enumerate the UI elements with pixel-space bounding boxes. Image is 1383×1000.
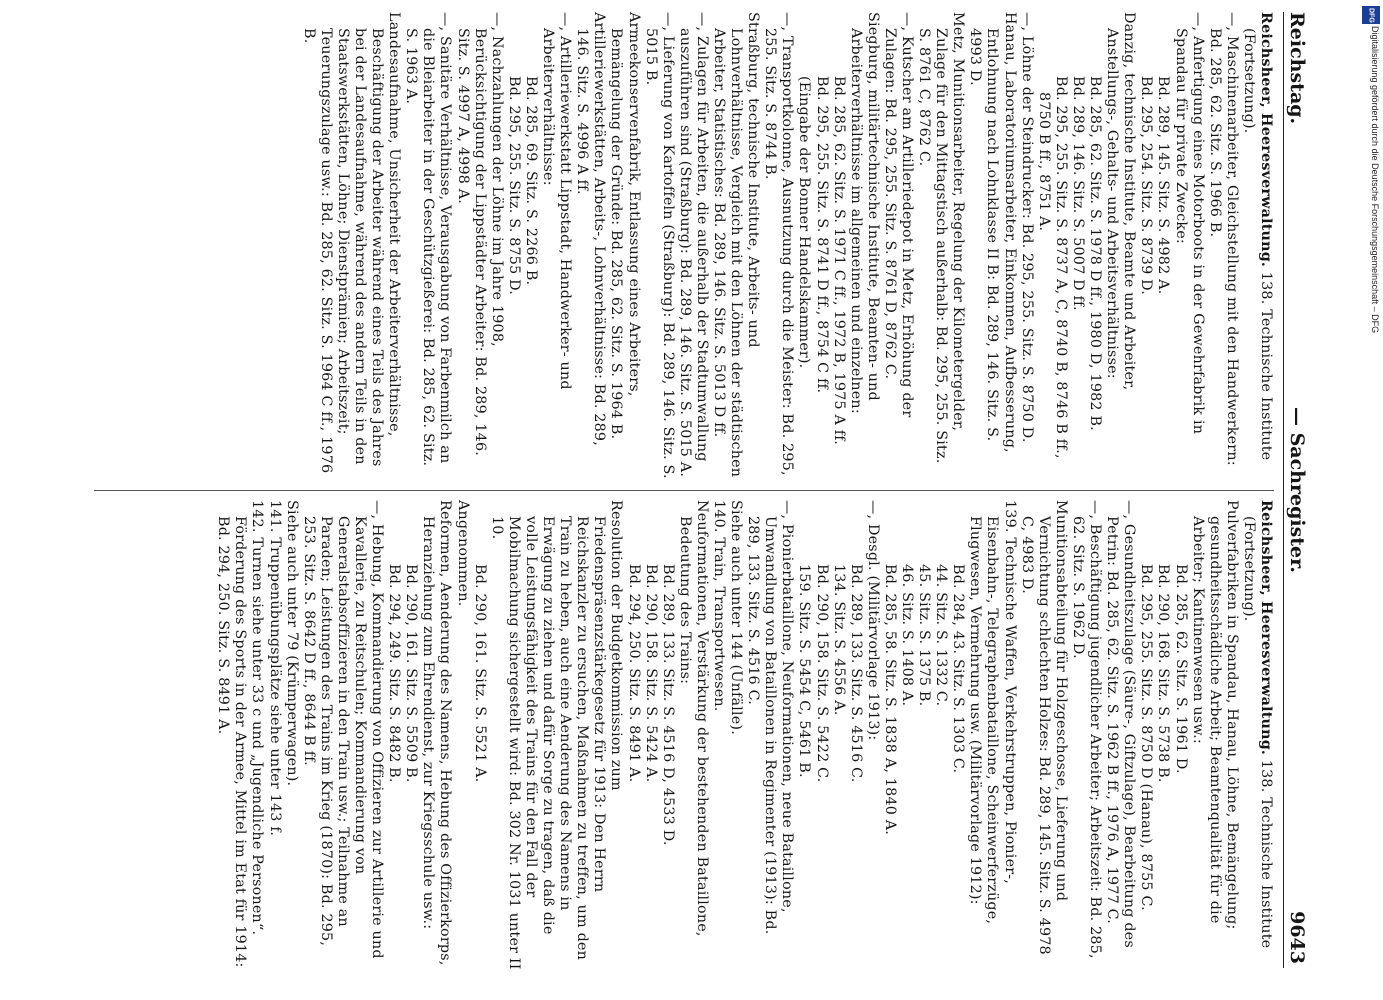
index-entry: Danzig, technische Institute, Beamte und Arbeiter, Anstellungs-, Gehalts- und Arbeitsverhältnisse:: [1104, 12, 1138, 396]
index-entry: Bd. 295, 255. Sitz. S. 8750 D (Hanau), 8755 C.: [1138, 564, 1155, 911]
index-entry: Bd. 285, 69. Sitz. S. 2266 B.: [522, 76, 539, 286]
index-entry: 44. Sitz. S. 1332 C.: [933, 564, 950, 707]
index-entry: Bd. 285, 62. Sitz. S. 1961 D.: [1172, 564, 1189, 774]
index-entry: 159. Sitz. S. 5454 C, 5461 B.: [796, 564, 813, 778]
index-entry: Bd. 294, 250. Sitz. S. 8491 A.: [625, 564, 642, 783]
index-entry: Bd. 289, 146. Sitz. S. 5007 D ff.: [1069, 76, 1086, 311]
index-entry: —, Lieferung von Kartoffeln (Straßburg): Bd. 289, 146. Sitz. S. 5015 B.: [642, 12, 676, 484]
index-entry: —, Löhne der Steindrucker: Bd. 295, 255. Sitz. S. 8750 D.: [1018, 12, 1035, 443]
index-entry: Bd. 284, 43. Sitz. S. 1303 C.: [950, 564, 967, 774]
index-entry: Reformen, Aenderung des Namens, Hebung des Offizierkorps, Heranziehung zum Ehrendienst, zur Kriegsschule usw.:: [420, 500, 454, 971]
index-entry: Landesaufnahme, Unsicherheit der Arbeiterverhältnisse, Beschäftigung der Arbeiter während eines Teils des Jahres bei der Landesaufnahme, während des andern Teils in den Staatswerkstätten, Löhne; Dienstprämien; Arbeitszeit; Teuerungszulage usw.: Bd. 285, 62. Sitz. S. 1964 C ff., 1976 B.: [300, 12, 403, 479]
right-column: [70, 500, 1274, 975]
header-center: — Sachregister.: [1286, 406, 1308, 574]
right-column-heading: Reichsheer, Heeresverwaltung. 138. Technische Institute (Fortsetzung).: [1240, 500, 1274, 954]
index-entry: —, Zulagen für Arbeiten, die außerhalb der Stadtumwallung auszuführen sind (Straßburg): Bd. 289, 146. Sitz. S. 5015 A.: [676, 12, 710, 478]
index-entry: —, Transportkolonne, Ausnutzung durch die Meister: Bd. 295, 255. Sitz. S. 8744 B.: [762, 12, 796, 481]
index-entry: Siehe auch unter 144 (Unfälle).: [728, 500, 745, 735]
left-column-heading: Reichsheer, Heeresverwaltung. 138. Technische Institute (Fortsetzung).: [1240, 12, 1274, 466]
index-entry: —, Maschinenarbeiter, Gleichstellung mit den Handwerkern: Bd. 285, 62. Sitz. S. 1966 B.: [1206, 12, 1240, 471]
index-entry: —, Pionierbataillone, Neuformationen, neue Bataillone, Umwandlung von Bataillonen in Regimenter (1913): Bd. 289, 133. Sitz. S. 4516 C.: [745, 500, 796, 940]
index-entry: 45. Sitz. S. 1375 B.: [916, 564, 933, 707]
index-entry: Bd. 285, 58. Sitz. S. 1838 A, 1840 A.: [881, 564, 898, 836]
index-entry: Armeekonservenfabrik, Entlassung eines Arbeiters, Bemängelung der Gründe: Bd. 285, 62. Sitz. S. 1964 B.: [608, 12, 642, 440]
index-entry: Angenommen.: [454, 500, 471, 607]
index-entry: Siehe auch unter 79 (Krümperwagen).: [283, 500, 300, 787]
index-entry: Bd. 290, 161. Sitz. S. 5521 A.: [471, 564, 488, 783]
index-entry: Bd. 289, 145. Sitz. S. 4982 A.: [1155, 76, 1172, 295]
index-entry: —, Gesundheitszulage (Säure-, Giftzulage), Bearbeitung des Petrin: Bd. 285, 62. Sitz. S. 1962 B ff., 1976 A, 1977 C.: [1104, 500, 1138, 953]
index-entry: Metz, Munitionsarbeiter, Regelung der Kilometergelder, Zulage für den Mittagstisch außerhalb: Bd. 295, 255. Sitz. S. 8761 C, 8762 C.: [916, 12, 967, 469]
index-entry: Bd. 295, 255. Sitz. S. 8755 D.: [505, 76, 522, 296]
left-column: [70, 12, 1274, 482]
index-entry: Bd. 290, 158. Sitz. S. 5422 C.: [813, 564, 830, 783]
index-entry: Bd. 290, 161. Sitz. S. 5509 B.: [403, 564, 420, 783]
index-entry: —, Artilleriewerkstatt Lippstadt, Handwerker- und Arbeiterverhältnisse:: [540, 12, 574, 395]
index-entry: Bd. 285, 62. Sitz. S. 1978 D ff., 1980 D, 1982 B.: [1087, 76, 1104, 431]
index-entry: (Eingabe der Bonner Handelskammer).: [796, 76, 813, 369]
index-entry: Artilleriewerkstätten, Arbeits-, Lohnverhältnisse: Bd. 289, 146. Sitz. S. 4996 A ff.: [574, 12, 608, 451]
digitization-credit: Digitalisierung gefördert durch die Deutsche Forschungsgemeinschaft – DFG: [1370, 26, 1380, 334]
index-entry: Hanau, Laboratoriumsarbeiter, Einkommen, Aufbesserung, Entlohnung nach Lohnklasse II B: Bd. 289, 146. Sitz. S. 4993 D.: [967, 12, 1018, 458]
page-number: 9643: [1286, 911, 1308, 964]
running-header: [1283, 12, 1308, 968]
index-entry: Pulverfabriken in Spandau, Hanau, Löhne, Bemängelung; gesundheitsschädliche Arbeit; Beamtenqualität für die Arbeiter; Kantinenwesen usw.:: [1189, 500, 1240, 935]
index-entry: 142. Turnen siehe unter 33 c und „Jugendliche Personen“. Förderung des Sports in der Armee, Mittel im Etat für 1914: Bd. 294, 250. Sitz. S. 8491 A.: [215, 500, 266, 973]
header-left: Reichstag.: [1286, 12, 1308, 125]
index-entry: Bd. 295, 255. Sitz. S. 8741 D ff., 8754 C ff.: [813, 76, 830, 394]
index-entry: 141. Truppenübungsplätze siehe unter 143 f.: [266, 500, 283, 837]
index-entry: —, Hebung, Kommandierung von Offizieren zur Artillerie und Kavallerie, zu Reitschulen; Kommandierung von Generalstabsoffizieren in den Train usw.; Teilnahme an Paraden; Leistungen des Trains im Krieg (1870): Bd. 295, 253. Sitz. S. 8642 D ff., 8644 B ff.: [300, 500, 386, 964]
index-entry: Munitionsabteilung für Holzgeschosse, Lieferung und Vernichtung schlechten Holzes: Bd. 289, 145. Sitz. S. 4978 C, 4983 D.: [1018, 500, 1069, 960]
index-entry: —, Anfertigung eines Motorboots in der Gewehrfabrik in Spandau für private Zwecke:: [1172, 12, 1206, 439]
index-entry: Bd. 289, 133. Sitz. S. 4516 C.: [847, 564, 864, 783]
left-column-entries: [300, 12, 1240, 482]
index-entry: Bd. 285, 62. Sitz. S. 1971 C ff., 1972 B, 1975 A ff.: [830, 76, 847, 445]
index-entry: Bd. 290, 168. Sitz. S. 5738 B.: [1155, 564, 1172, 783]
index-entry: 139. Technische Waffen, Verkehrstruppen, Pionier-, Eisenbahn-, Telegraphenbataillone, Scheinwerferzüge, Flugwesen, Vermehrung usw. (Militärvorlage 1912):: [967, 500, 1018, 929]
index-entry: —, Kutscher am Artilleriedepot in Metz, Erhöhung der Zulagen: Bd. 295, 255. Sitz. S. 8761 D, 8762 C.: [881, 12, 916, 423]
index-entry: Resolution der Budgetkommission zum Friedenspräsenzstärkegesetz für 1913: Den Herrn Reichskanzler zu ersuchen, Maßnahmen zu treffen, um den Train zu heben, auch eine Aenderung des Namens in Erwägung zu ziehen und dafür Sorge zu tragen, daß die volle Leistungsfähigkeit des Trains für den Fall der Mobilmachung sichergestellt wird: Bd. 302 Nr. 1031 unter II 10.: [488, 500, 625, 975]
index-entry: Bd. 295, 254. Sitz. S. 8739 D.: [1138, 76, 1155, 296]
index-entry: 140. Train, Transportwesen.: [711, 500, 727, 712]
right-column-entries: [214, 500, 1240, 975]
index-entry: Straßburg, technische Institute, Arbeits- und Lohnverhältnisse, Vergleich mit den Löhnen der städtischen Arbeiter, Statistisches: Bd. 289, 146. Sitz. S. 5013 D ff.: [711, 12, 762, 482]
index-entry: —, Desgl. (Militärvorlage 1913):: [864, 500, 881, 741]
index-entry: 134. Sitz. S. 4556 A.: [830, 564, 847, 716]
dfg-logo: DFG: [1362, 6, 1380, 24]
index-entry: Neuformationen, Verstärkung der bestehenden Bataillone, Bedeutung des Trains:: [676, 500, 710, 942]
index-entry: Bd. 295, 255. Sitz. S. 8737 A, C, 8740 B, 8746 B ff., 8750 B ff., 8751 A.: [1035, 76, 1069, 464]
index-entry: Bd. 289, 133. Sitz. S. 4516 D, 4533 D.: [659, 564, 676, 846]
document-page: [30, 0, 1360, 980]
column-divider: [94, 490, 1274, 491]
index-entry: —, Nachzahlungen der Löhne im Jahre 1908, Berücksichtigung der Lippstädter Arbeiter: Bd. 289, 146. Sitz. S. 4997 A, 4998 A.: [454, 12, 505, 461]
index-entry: Siegburg, militärtechnische Institute, Beamten- und Arbeiterverhältnisse im allgemeinen und einzelnen:: [847, 12, 881, 414]
index-entry: 46. Sitz. S. 1408 A.: [899, 564, 916, 707]
index-entry: —, Beschäftigung jugendlicher Arbeiter; Arbeitszeit: Bd. 285, 62. Sitz. S. 1962 D.: [1069, 500, 1104, 964]
index-entry: Bd. 294, 249. Sitz. S. 8482 B.: [386, 564, 403, 783]
index-entry: —, Sanitäre Verhältnisse, Verausgabung von Farbenmilch an die Bleiarbeiter in der Geschützgießerei: Bd. 285, 62. Sitz. S. 1963 A.: [403, 12, 454, 471]
index-entry: Bd. 290, 158. Sitz. S. 5424 A.: [642, 564, 659, 783]
